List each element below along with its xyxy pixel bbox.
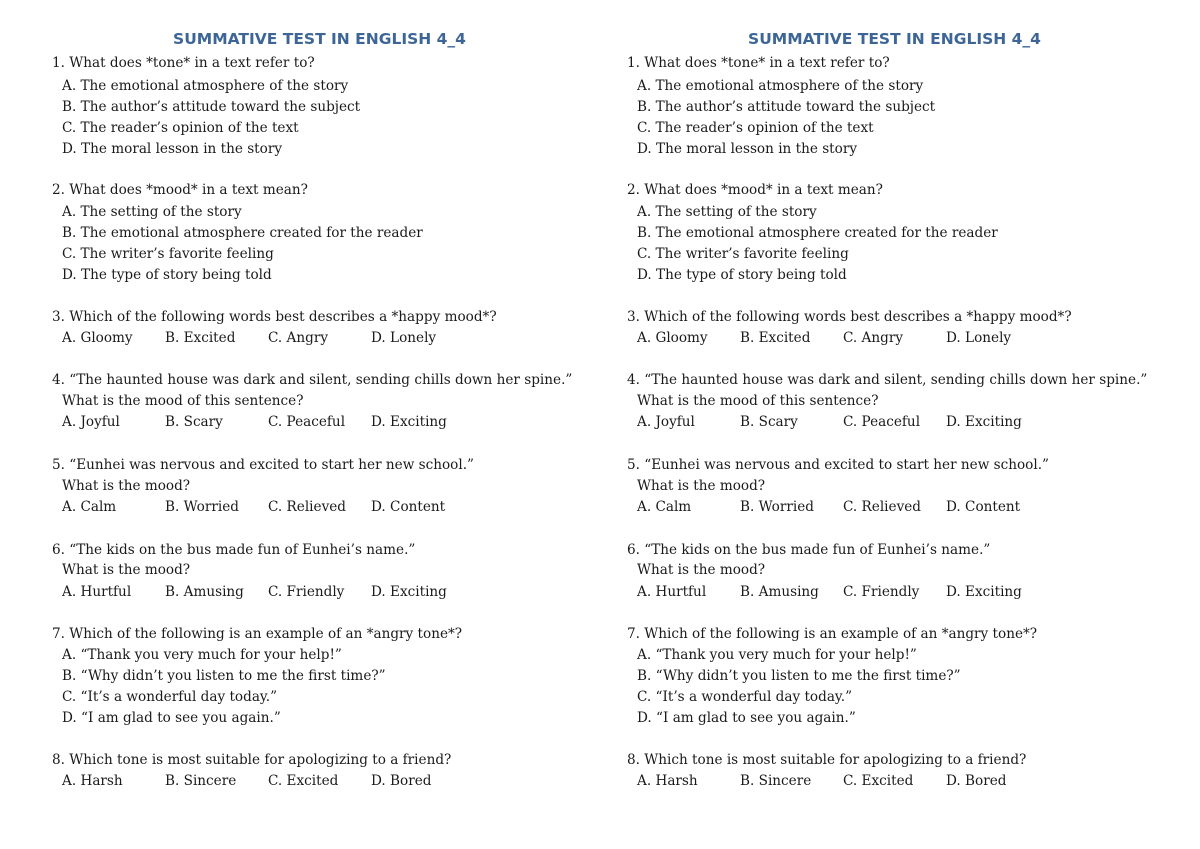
choice-1d: D. The moral lesson in the story <box>62 141 283 157</box>
choice-1c: C. The reader’s opinion of the text <box>62 120 299 136</box>
question-5-sub: What is the mood? <box>62 478 191 494</box>
choice-2a: A. The setting of the story <box>62 204 242 220</box>
choice-6b: B. Amusing <box>165 584 244 600</box>
choice-4c: C. Peaceful <box>843 414 921 430</box>
choice-2b: B. The emotional atmosphere created for the reader <box>62 225 423 241</box>
choice-3d: D. Lonely <box>946 330 1012 346</box>
question-4-sub: What is the mood of this sentence? <box>637 393 879 409</box>
question-8: 8. Which tone is most suitable for apologizing to a friend? <box>52 752 452 768</box>
choice-4d: D. Exciting <box>371 414 447 430</box>
choice-3d: D. Lonely <box>371 330 437 346</box>
choice-7a: A. “Thank you very much for your help!” <box>637 647 917 663</box>
choice-8b: B. Sincere <box>740 773 812 789</box>
choice-8d: D. Bored <box>946 773 1007 789</box>
choice-3a: A. Gloomy <box>62 330 133 346</box>
choice-6a: A. Hurtful <box>62 584 132 600</box>
choice-2b: B. The emotional atmosphere created for the reader <box>637 225 998 241</box>
question-5: 5. “Eunhei was nervous and excited to start her new school.” <box>52 457 474 473</box>
choice-5b: B. Worried <box>740 499 814 515</box>
test-title: SUMMATIVE TEST IN ENGLISH 4_4 <box>748 30 1041 48</box>
question-4: 4. “The haunted house was dark and silent, sending chills down her spine.” <box>52 372 573 388</box>
choice-6c: C. Friendly <box>843 584 920 600</box>
choice-7d: D. “I am glad to see you again.” <box>637 710 856 726</box>
choice-6d: D. Exciting <box>946 584 1022 600</box>
choice-6c: C. Friendly <box>268 584 345 600</box>
choice-2d: D. The type of story being told <box>637 267 847 283</box>
choice-2d: D. The type of story being told <box>62 267 272 283</box>
question-4-sub: What is the mood of this sentence? <box>62 393 304 409</box>
question-3: 3. Which of the following words best describes a *happy mood*? <box>52 309 497 325</box>
question-6-sub: What is the mood? <box>62 562 191 578</box>
choice-8c: C. Excited <box>268 773 339 789</box>
choice-8a: A. Harsh <box>62 773 123 789</box>
test-title: SUMMATIVE TEST IN ENGLISH 4_4 <box>173 30 466 48</box>
choice-8b: B. Sincere <box>165 773 237 789</box>
choice-5d: D. Content <box>946 499 1021 515</box>
choice-6d: D. Exciting <box>371 584 447 600</box>
choice-6a: A. Hurtful <box>637 584 707 600</box>
choice-2a: A. The setting of the story <box>637 204 817 220</box>
choice-7b: B. “Why didn’t you listen to me the first time?” <box>637 668 961 684</box>
choice-3a: A. Gloomy <box>637 330 708 346</box>
question-5-sub: What is the mood? <box>637 478 766 494</box>
question-6-sub: What is the mood? <box>637 562 766 578</box>
choice-4b: B. Scary <box>740 414 798 430</box>
choice-5d: D. Content <box>371 499 446 515</box>
question-8: 8. Which tone is most suitable for apologizing to a friend? <box>627 752 1027 768</box>
question-1: 1. What does *tone* in a text refer to? <box>52 55 315 71</box>
question-7: 7. Which of the following is an example of an *angry tone*? <box>627 626 1038 642</box>
choice-4a: A. Joyful <box>62 414 120 430</box>
choice-4d: D. Exciting <box>946 414 1022 430</box>
choice-7b: B. “Why didn’t you listen to me the first time?” <box>62 668 386 684</box>
choice-5a: A. Calm <box>62 499 117 515</box>
choice-7c: C. “It’s a wonderful day today.” <box>62 689 278 705</box>
question-3: 3. Which of the following words best describes a *happy mood*? <box>627 309 1072 325</box>
choice-6b: B. Amusing <box>740 584 819 600</box>
choice-5c: C. Relieved <box>843 499 922 515</box>
question-6: 6. “The kids on the bus made fun of Eunhei’s name.” <box>52 542 416 558</box>
choice-4a: A. Joyful <box>637 414 695 430</box>
choice-4b: B. Scary <box>165 414 223 430</box>
question-1: 1. What does *tone* in a text refer to? <box>627 55 890 71</box>
question-4: 4. “The haunted house was dark and silent, sending chills down her spine.” <box>627 372 1148 388</box>
choice-1b: B. The author’s attitude toward the subject <box>637 99 936 115</box>
choice-3c: C. Angry <box>268 330 329 346</box>
question-2: 2. What does *mood* in a text mean? <box>52 182 308 198</box>
choice-7c: C. “It’s a wonderful day today.” <box>637 689 853 705</box>
question-2: 2. What does *mood* in a text mean? <box>627 182 883 198</box>
choice-2c: C. The writer’s favorite feeling <box>637 246 849 262</box>
choice-5a: A. Calm <box>637 499 692 515</box>
choice-3c: C. Angry <box>843 330 904 346</box>
choice-1c: C. The reader’s opinion of the text <box>637 120 874 136</box>
question-6: 6. “The kids on the bus made fun of Eunhei’s name.” <box>627 542 991 558</box>
choice-8c: C. Excited <box>843 773 914 789</box>
question-7: 7. Which of the following is an example of an *angry tone*? <box>52 626 463 642</box>
choice-5c: C. Relieved <box>268 499 347 515</box>
choice-3b: B. Excited <box>740 330 811 346</box>
choice-4c: C. Peaceful <box>268 414 346 430</box>
choice-7d: D. “I am glad to see you again.” <box>62 710 281 726</box>
choice-8d: D. Bored <box>371 773 432 789</box>
question-5: 5. “Eunhei was nervous and excited to start her new school.” <box>627 457 1049 473</box>
choice-1a: A. The emotional atmosphere of the story <box>62 78 349 94</box>
choice-3b: B. Excited <box>165 330 236 346</box>
choice-1a: A. The emotional atmosphere of the story <box>637 78 924 94</box>
choice-8a: A. Harsh <box>637 773 698 789</box>
choice-1b: B. The author’s attitude toward the subject <box>62 99 361 115</box>
choice-2c: C. The writer’s favorite feeling <box>62 246 274 262</box>
choice-1d: D. The moral lesson in the story <box>637 141 858 157</box>
choice-7a: A. “Thank you very much for your help!” <box>62 647 342 663</box>
choice-5b: B. Worried <box>165 499 239 515</box>
